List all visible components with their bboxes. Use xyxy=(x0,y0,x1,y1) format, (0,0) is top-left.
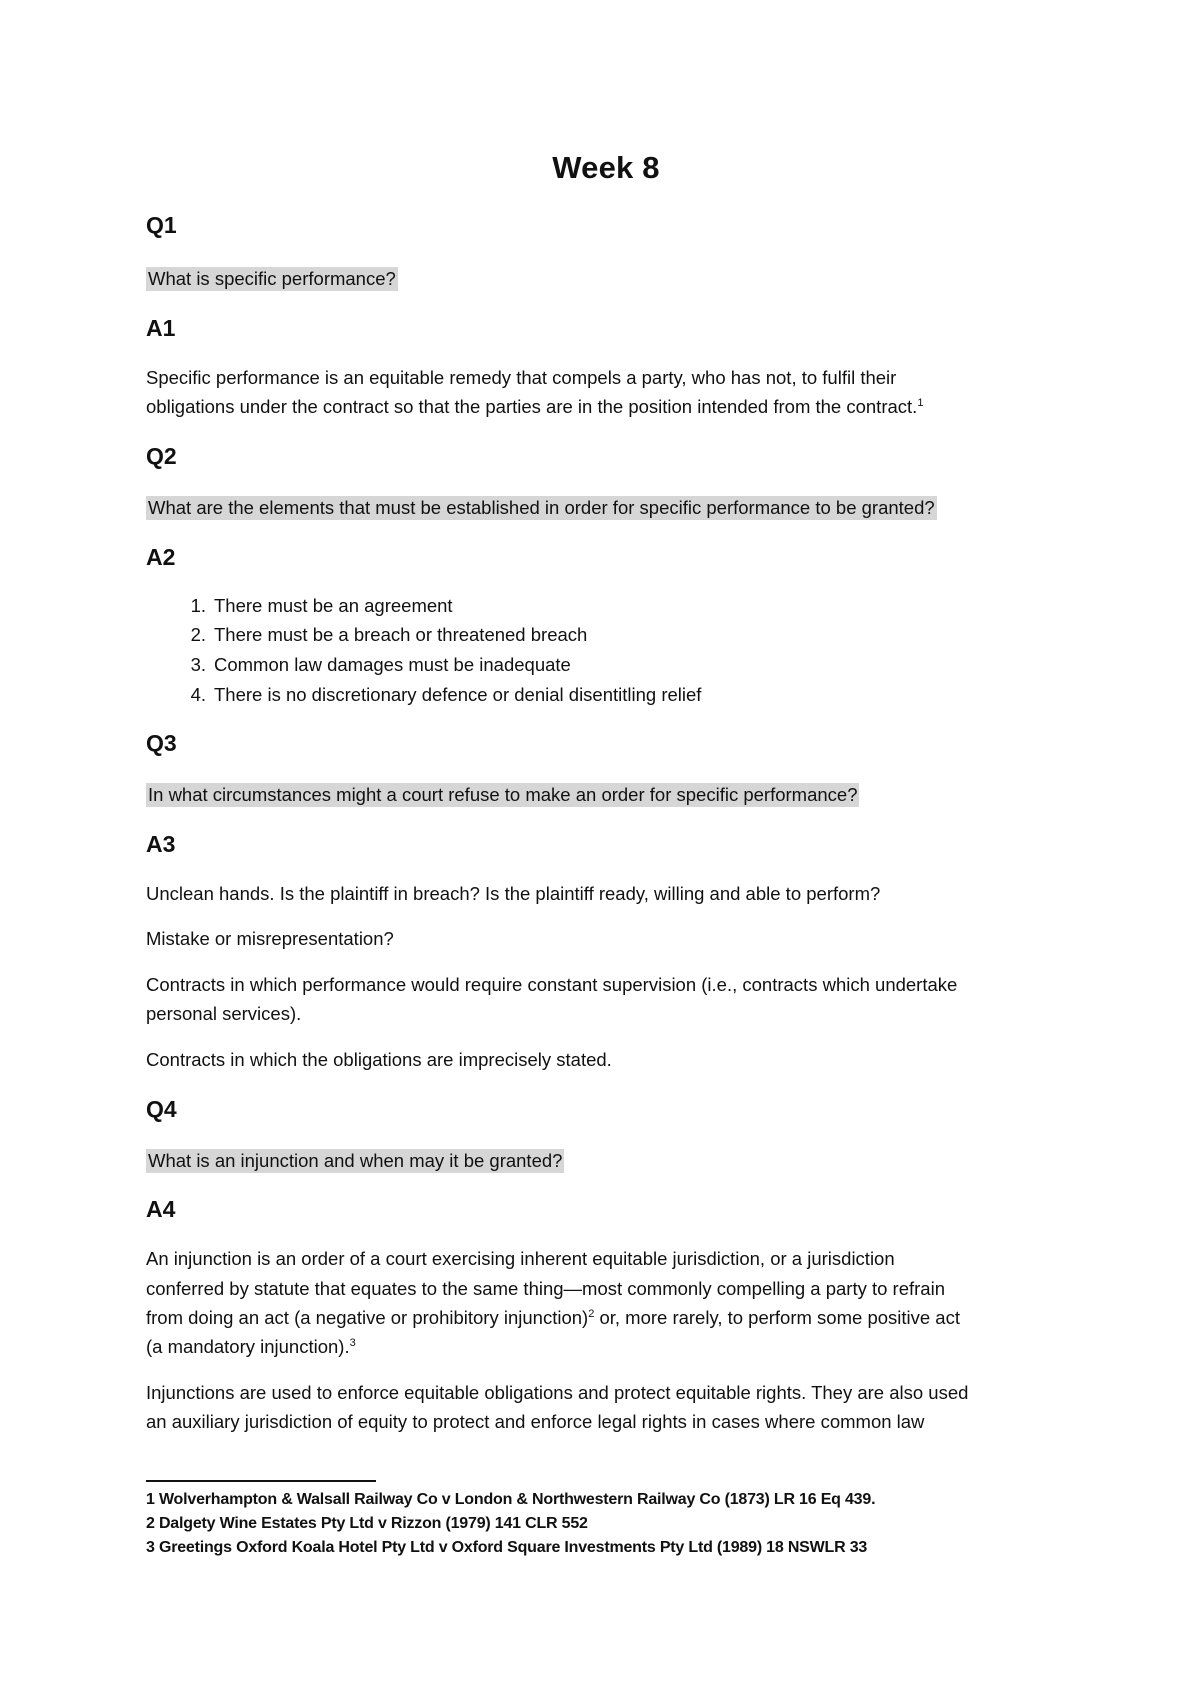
list-text: Common law damages must be inadequate xyxy=(214,654,571,675)
list-number: 1. xyxy=(190,595,206,616)
footnote-ref-3: 3 xyxy=(349,1336,356,1349)
list-number: 3. xyxy=(190,654,206,675)
list-text: There is no discretionary defence or denial disentitling relief xyxy=(214,684,702,705)
q3-heading: Q3 xyxy=(146,730,177,756)
a4-heading: A4 xyxy=(146,1196,176,1222)
a1-line-2-text: obligations under the contract so that the parties are in the position intended from the contract. xyxy=(146,396,918,417)
footnote-ref-2: 2 xyxy=(588,1307,595,1320)
footnote-1: 1 Wolverhampton & Walsall Railway Co v London & Northwestern Railway Co (1873) LR 16 Eq 439. xyxy=(146,1491,876,1508)
a3-paragraph-1: Unclean hands. Is the plaintiff in breach? Is the plaintiff ready, willing and able to perform? xyxy=(146,883,881,904)
list-item xyxy=(136,684,701,706)
a3-heading: A3 xyxy=(146,831,176,857)
a4-p1-line-3 xyxy=(146,1307,960,1329)
a4-p2-line-1: Injunctions are used to enforce equitable obligations and protect equitable rights. They are also used xyxy=(146,1382,969,1403)
footnote-2: 2 Dalgety Wine Estates Pty Ltd v Rizzon (1979) 141 CLR 552 xyxy=(146,1515,588,1532)
list-text: There must be a breach or threatened breach xyxy=(214,624,588,645)
a3-paragraph-4: Contracts in which the obligations are imprecisely stated. xyxy=(146,1049,612,1070)
list-number: 4. xyxy=(190,684,206,705)
a4-p2-line-2: an auxiliary jurisdiction of equity to protect and enforce legal rights in cases where common law xyxy=(146,1411,925,1432)
q2-question-text: What are the elements that must be established in order for specific performance to be granted? xyxy=(148,497,935,518)
q1-question xyxy=(146,268,398,290)
q2-heading: Q2 xyxy=(146,443,177,469)
list-number: 2. xyxy=(190,624,206,645)
q1-heading: Q1 xyxy=(146,212,177,238)
a1-heading: A1 xyxy=(146,315,176,341)
list-item xyxy=(136,595,453,617)
page-title: Week 8 xyxy=(552,150,660,185)
list-item xyxy=(136,624,587,646)
a2-heading: A2 xyxy=(146,544,176,570)
q4-question xyxy=(146,1150,564,1172)
a3-paragraph-2: Mistake or misrepresentation? xyxy=(146,928,394,949)
q4-heading: Q4 xyxy=(146,1096,177,1122)
a3-paragraph-3-line-1: Contracts in which performance would require constant supervision (i.e., contracts which undertake xyxy=(146,974,958,995)
q3-question xyxy=(146,784,859,806)
footnote-3: 3 Greetings Oxford Koala Hotel Pty Ltd v Oxford Square Investments Pty Ltd (1989) 18 NSWLR 33 xyxy=(146,1539,868,1556)
q4-question-text: What is an injunction and when may it be granted? xyxy=(148,1150,563,1171)
a4-p1-line-4-text: (a mandatory injunction). xyxy=(146,1336,350,1357)
a1-line-2 xyxy=(146,396,923,418)
a4-p1-line-1: An injunction is an order of a court exercising inherent equitable jurisdiction, or a jurisdiction xyxy=(146,1248,895,1269)
list-item xyxy=(136,654,571,676)
a1-line-1: Specific performance is an equitable remedy that compels a party, who has not, to fulfil their xyxy=(146,367,897,388)
footnote-ref-1: 1 xyxy=(917,396,924,409)
a4-p1-line-3-rest: or, more rarely, to perform some positive act xyxy=(594,1307,960,1328)
a4-p1-line-2: conferred by statute that equates to the same thing—most commonly compelling a party to refrain xyxy=(146,1278,945,1299)
q3-question-text: In what circumstances might a court refuse to make an order for specific performance? xyxy=(148,784,858,805)
list-text: There must be an agreement xyxy=(214,595,453,616)
a3-paragraph-3-line-2: personal services). xyxy=(146,1003,302,1024)
q1-question-text: What is specific performance? xyxy=(148,268,396,289)
footnote-separator xyxy=(146,1480,376,1482)
a4-p1-line-4 xyxy=(146,1336,356,1358)
a4-p1-line-3-text: from doing an act (a negative or prohibitory injunction) xyxy=(146,1307,589,1328)
q2-question xyxy=(146,497,937,519)
